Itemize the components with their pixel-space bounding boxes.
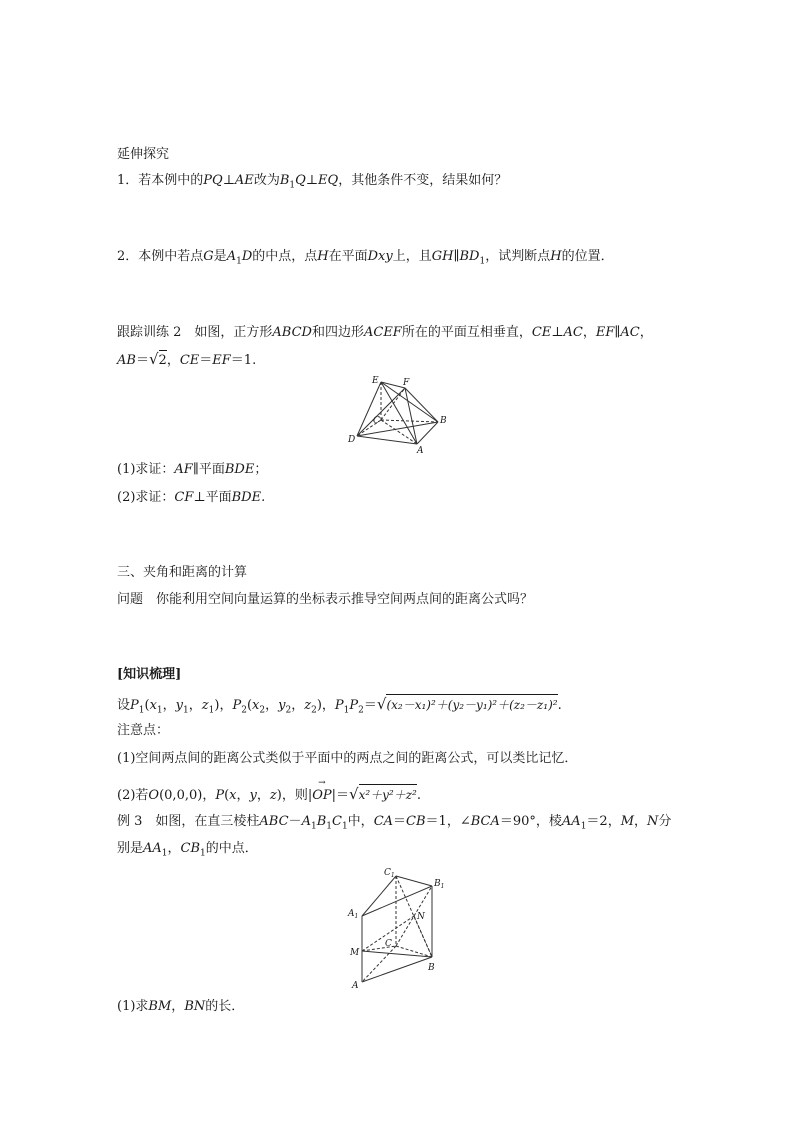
example-3: 例 3 如图，在直三棱柱$ABC-A_1B_1C_1$中，CA＝CB＝1，∠BCA＝90°，棱$AA_1=2$，M，N分 (117, 814, 672, 832)
question-1: 1．若本例中的PQ⊥AE改为$B_1Q\perp EQ$，其他条件不变，结果如何？ (117, 173, 508, 191)
section-extension-title: 延伸探究 (117, 147, 170, 162)
fig1-label-b: B (440, 416, 447, 426)
section-3-title: 三、夹角和距离的计算 (117, 565, 248, 580)
note-2: (2)若O(0,0,0)，P(x，y，z)，则| → OP|＝√x²＋y²＋z². (117, 778, 422, 803)
fig2-label-a: A (352, 981, 359, 991)
knowledge-review-title: [知识梳理] (117, 667, 182, 682)
notes-title: 注意点： (117, 723, 170, 738)
note-1: (1)空间两点间的距离公式类似于平面中的两点之间的距离公式，可以类比记忆． (117, 751, 578, 766)
fig2-label-c: C (385, 939, 392, 949)
fig2-label-b1: $B_1$ (434, 879, 445, 890)
fig2-label-n: N (417, 912, 425, 922)
figure-2-svg (344, 864, 452, 992)
figure-square-and-quadrilateral (345, 374, 460, 456)
fig1-label-d: D (348, 435, 356, 445)
distance-formula: 设$P_1(x_1$，$y_1$，$z_1$)，$P_2(x_2$，$y_2$，$z_2$)，$P_1P_2=√(x_2-x_1)^2+(y_2-y_1)^2+(z_2-z_1)^2$. (117, 695, 562, 716)
part-2-prove: (2)求证：CF⊥平面BDE. (117, 490, 266, 505)
fig1-label-f: F (403, 378, 410, 388)
fig2-label-m: M (350, 948, 360, 958)
fig2-label-a1: $A_1$ (348, 909, 359, 920)
fig1-label-e: E (372, 376, 379, 386)
example-3-continued: 别是$AA_1$，$CB_1$的中点． (117, 841, 258, 859)
fig2-label-c1: $C_1$ (384, 868, 395, 879)
tracking-exercise-2: 跟踪训练 2 如图，正方形ABCD和四边形ACEF所在的平面互相垂直，CE⊥AC，EF∥AC， (117, 325, 653, 340)
figure-1-svg (345, 374, 460, 456)
example-3-part-1: (1)求BM，BN的长． (117, 999, 245, 1014)
question-2: 2．本例中若点G是$A_1D$的中点，点H在平面Dxy上，且$GH\parallel BD_1$，试判断点H的位置． (117, 249, 614, 267)
fig2-label-b: B (428, 963, 435, 973)
problem-statement: 问题 你能利用空间向量运算的坐标表示推导空间两点间的距离公式吗？ (117, 592, 534, 607)
figure-right-prism (344, 864, 452, 992)
fig1-label-c: C (373, 416, 380, 426)
part-1-prove: (1)求证：AF∥平面BDE； (117, 462, 268, 477)
tracking-exercise-2-conditions: AB＝√2，CE＝EF＝1. (117, 350, 257, 368)
fig1-label-a: A (417, 446, 424, 456)
